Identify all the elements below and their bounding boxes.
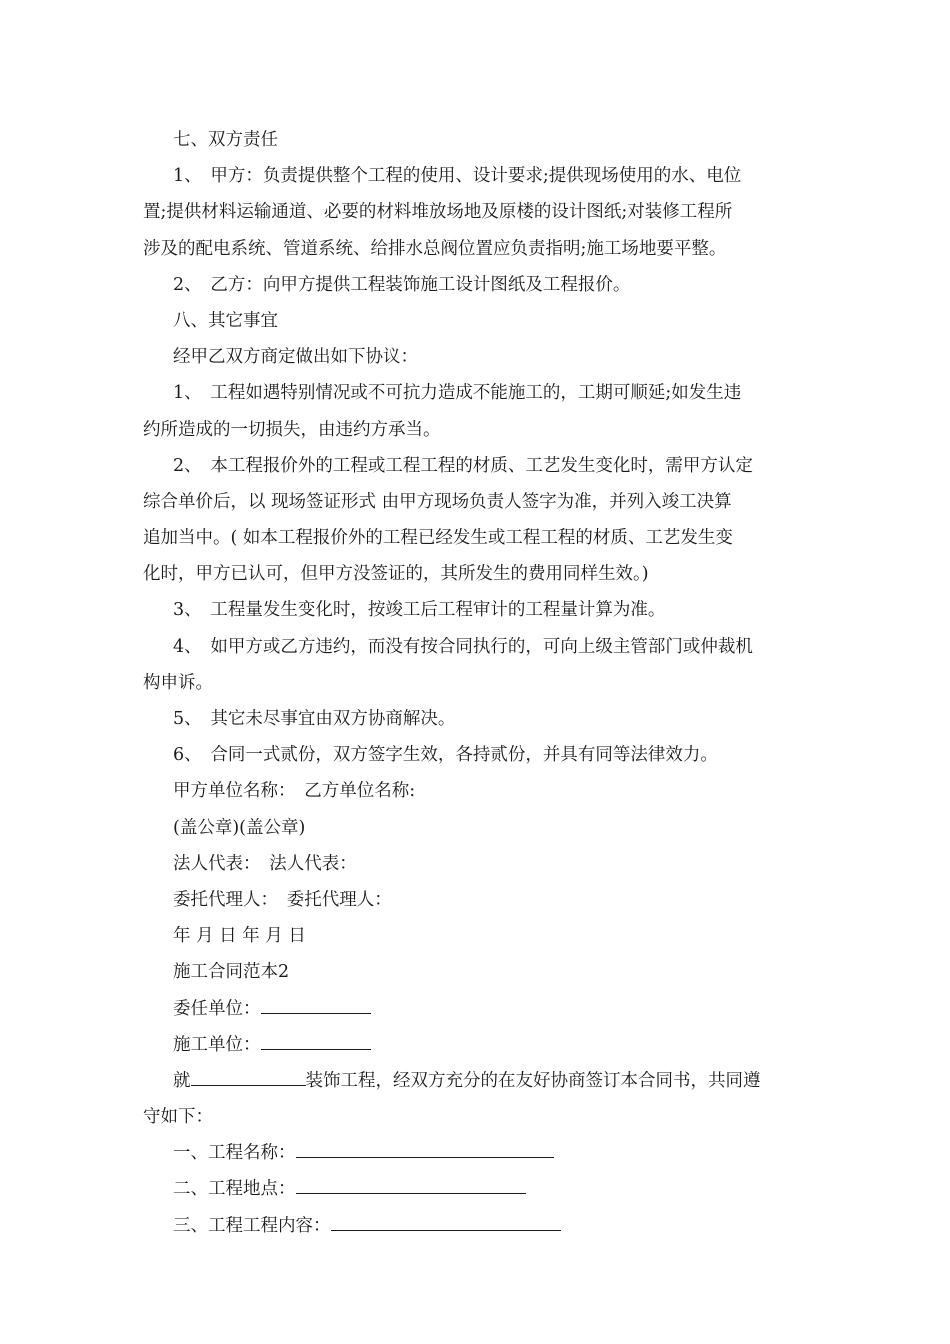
project-content-row [143, 1208, 807, 1244]
contract-template-title: 施工合同范本2 [173, 962, 290, 983]
project-name-label: 一、工程名称： [173, 1143, 296, 1164]
signature-seals: (盖公章)(盖公章) [173, 817, 306, 838]
paragraph-line: 2、 本工程报价外的工程或工程工程的材质、工艺发生变化时，需甲方认定 [173, 455, 753, 476]
construction-unit-label: 施工单位： [173, 1034, 261, 1055]
construction-unit-blank[interactable] [261, 1030, 371, 1049]
signature-legal-representatives: 法人代表： 法人代表： [173, 853, 357, 874]
paragraph-line: 约所造成的一切损失，由违约方承当。 [143, 419, 441, 440]
project-content-blank[interactable] [331, 1211, 561, 1230]
project-intro-continuation: 守如下： [143, 1107, 213, 1128]
signature-dates: 年 月 日 年 月 日 [173, 926, 306, 947]
project-intro-suffix: 装饰工程，经双方充分的在友好协商签订本合同书，共同遵 [305, 1070, 761, 1091]
paragraph-line: 6、 合同一式贰份，双方签字生效，各持贰份，并具有同等法律效力。 [173, 745, 718, 766]
project-location-blank[interactable] [296, 1175, 526, 1194]
paragraph-line: 经甲乙双方商定做出如下协议： [173, 347, 418, 368]
paragraph-line: 综合单价后，以 现场签证形式 由甲方现场负责人签字为准，并列入竣工决算 [143, 491, 732, 512]
section-heading-other-matters: 八、其它事宜 [173, 310, 278, 331]
entrust-unit-label: 委任单位： [173, 998, 261, 1019]
section-heading-responsibilities: 七、双方责任 [173, 130, 278, 150]
project-location-label: 二、工程地点： [173, 1179, 296, 1200]
paragraph-line: 4、 如甲方或乙方违约，而没有按合同执行的，可向上级主管部门或仲裁机 [173, 636, 753, 657]
paragraph-line: 1、 甲方：负责提供整个工程的使用、设计要求;提供现场使用的水、电位 [173, 166, 742, 187]
project-intro-row [143, 1063, 807, 1099]
project-name-blank[interactable] [296, 1139, 554, 1158]
document-body [143, 122, 807, 1244]
project-intro-blank[interactable] [191, 1067, 306, 1086]
paragraph-line: 追加当中。( 如本工程报价外的工程已经发生或工程工程的材质、工艺发生变 [143, 528, 733, 549]
paragraph-line: 构申诉。 [143, 672, 213, 693]
project-intro-prefix: 就 [173, 1070, 191, 1091]
paragraph-line: 化时，甲方已认可，但甲方没签证的，其所发生的费用同样生效。) [143, 564, 649, 585]
entrust-unit-row [143, 991, 807, 1027]
paragraph-line: 3、 工程量发生变化时，按竣工后工程审计的工程量计算为准。 [173, 600, 666, 621]
signature-agents: 委托代理人： 委托代理人： [173, 889, 392, 910]
project-location-row [143, 1171, 807, 1207]
project-content-label: 三、工程工程内容： [173, 1215, 331, 1236]
construction-unit-row [143, 1027, 807, 1063]
signature-unit-names: 甲方单位名称： 乙方单位名称: [173, 781, 416, 802]
paragraph-line: 涉及的配电系统、管道系统、给排水总阀位置应负责指明;施工场地要平整。 [143, 238, 727, 259]
paragraph-line: 5、 其它未尽事宜由双方协商解决。 [173, 709, 456, 729]
paragraph-line: 置;提供材料运输通道、必要的材料堆放场地及原楼的设计图纸;对装修工程所 [143, 202, 733, 223]
project-name-row [143, 1135, 807, 1171]
entrust-unit-blank[interactable] [261, 994, 371, 1013]
paragraph-line: 2、 乙方：向甲方提供工程装饰施工设计图纸及工程报价。 [173, 274, 631, 295]
paragraph-line: 1、 工程如遇特别情况或不可抗力造成不能施工的，工期可顺延;如发生违 [173, 383, 742, 404]
